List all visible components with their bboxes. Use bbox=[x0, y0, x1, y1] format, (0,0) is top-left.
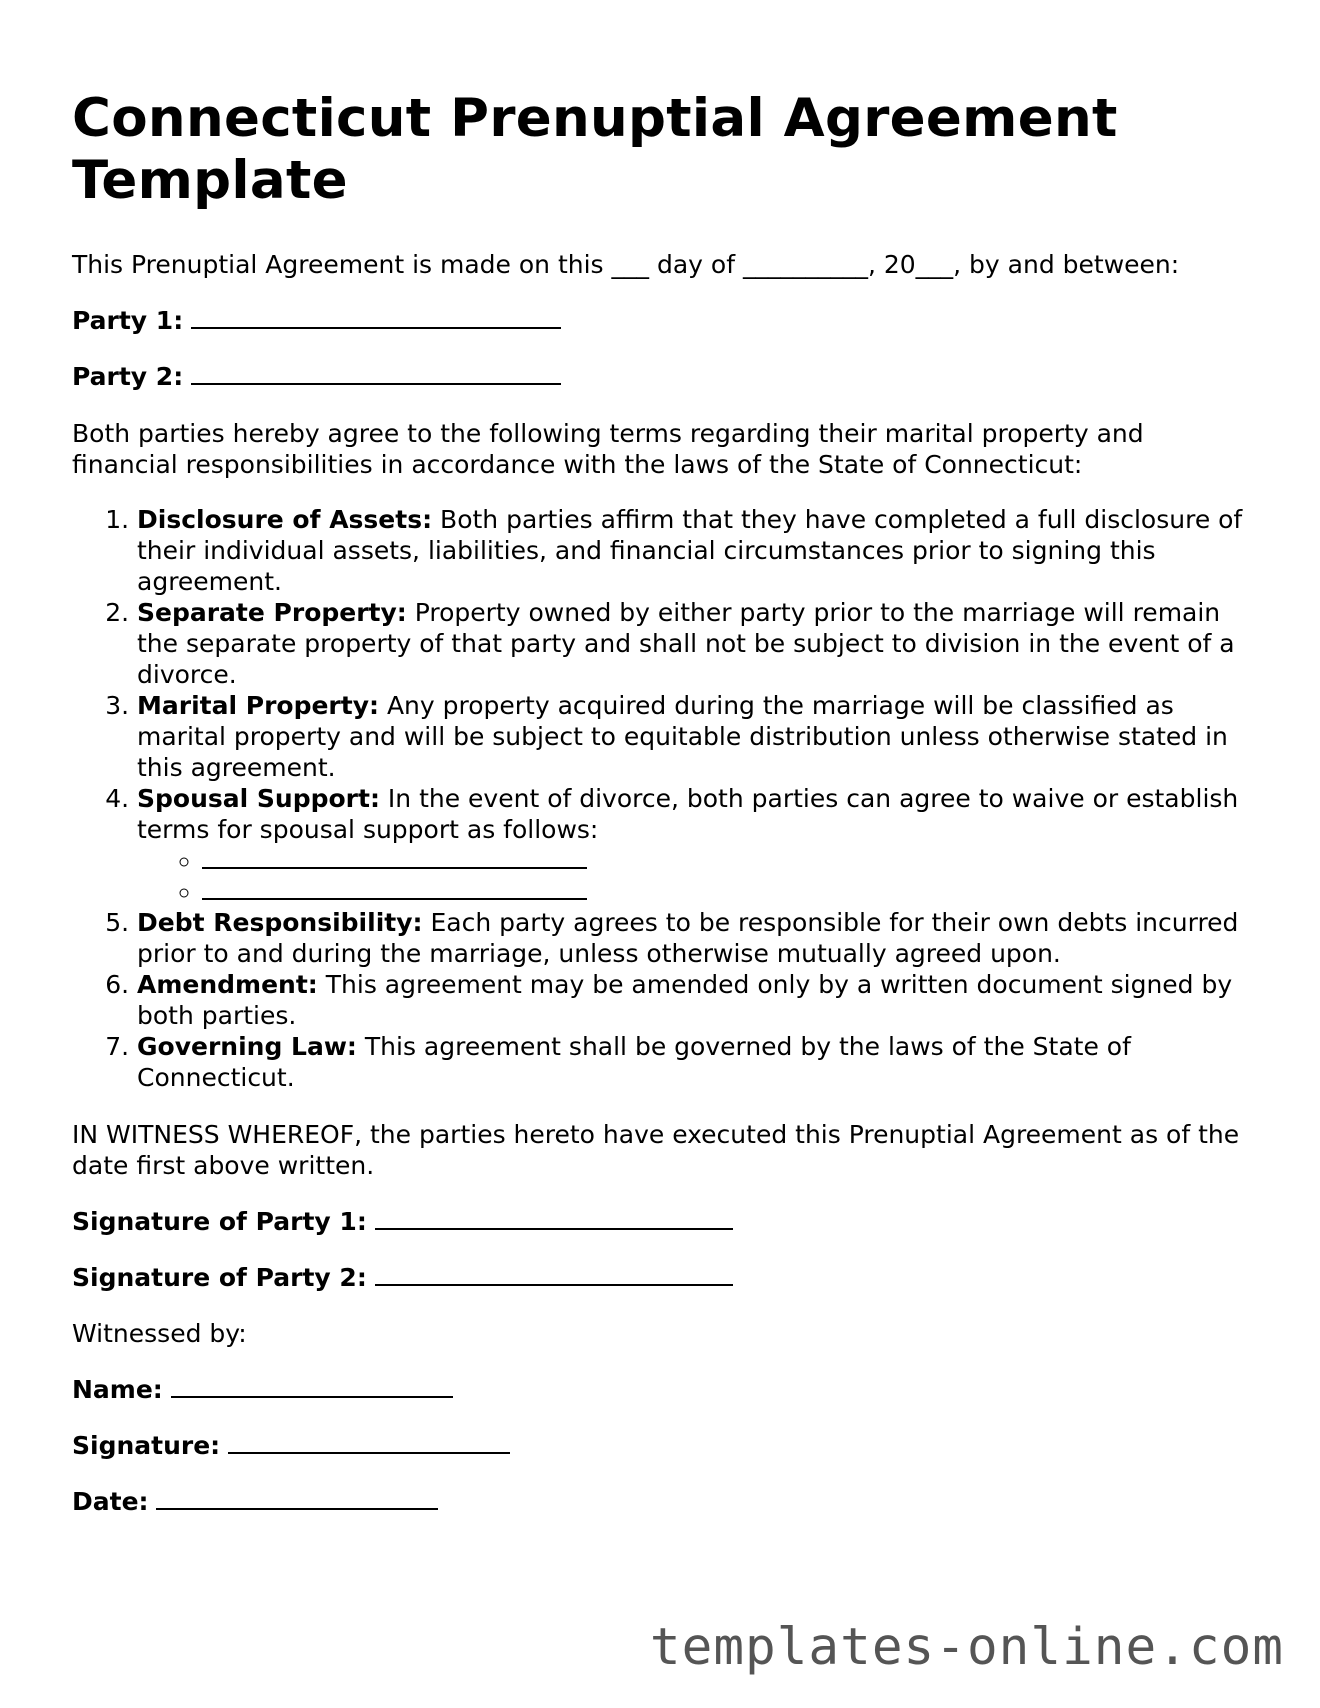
terms-list bbox=[72, 504, 1252, 1093]
terms-intro-paragraph: Both parties hereby agree to the following terms regarding their marital property and financial responsibilities in accordance with the laws of the State of Connecticut: bbox=[72, 419, 1144, 479]
spousal-support-blank-1[interactable] bbox=[202, 845, 587, 869]
spousal-support-blank-item bbox=[202, 876, 1252, 907]
witness-name-blank[interactable] bbox=[171, 1374, 453, 1398]
term-text: Each party agrees to be responsible for their own debts incurred prior to and during the marriage, unless otherwise mutually agreed upon. bbox=[137, 908, 1239, 968]
signature-party-2-line bbox=[72, 1262, 1252, 1293]
term-text: This agreement shall be governed by the laws of the State of Connecticut. bbox=[137, 1032, 1131, 1092]
witness-signature-label: Signature: bbox=[72, 1431, 221, 1460]
signature-party-2-blank[interactable] bbox=[375, 1262, 733, 1286]
witness-name-line bbox=[72, 1374, 1252, 1405]
signature-party-2-label: Signature of Party 2: bbox=[72, 1263, 367, 1292]
term-text: Both parties affirm that they have completed a full disclosure of their individual assets, liabilities, and financial circumstances prior to signing this agreement. bbox=[137, 505, 1243, 596]
term-item bbox=[137, 969, 1252, 1031]
witness-date-label: Date: bbox=[72, 1487, 149, 1516]
term-heading: Governing Law: bbox=[137, 1032, 357, 1061]
term-item bbox=[137, 783, 1252, 907]
term-text: This agreement may be amended only by a written document signed by both parties. bbox=[137, 970, 1233, 1030]
watermark: templates-online.com bbox=[649, 1618, 1284, 1677]
witness-name-label: Name: bbox=[72, 1375, 163, 1404]
term-heading: Spousal Support: bbox=[137, 784, 380, 813]
party-2-line bbox=[72, 361, 1252, 392]
spousal-support-blanks bbox=[137, 845, 1252, 907]
term-text: In the event of divorce, both parties can agree to waive or establish terms for spousal support as follows: bbox=[137, 784, 1239, 844]
document-title: Connecticut Prenuptial Agreement Template bbox=[72, 88, 1118, 211]
signature-party-1-line bbox=[72, 1206, 1252, 1237]
witness-date-line bbox=[72, 1486, 1252, 1517]
party-1-line bbox=[72, 305, 1252, 336]
intro-paragraph: This Prenuptial Agreement is made on this ___ day of __________, 20___, by and between: bbox=[72, 250, 1180, 279]
term-item bbox=[137, 1031, 1252, 1093]
party-1-blank[interactable] bbox=[191, 305, 561, 329]
term-item bbox=[137, 690, 1252, 783]
party-2-blank[interactable] bbox=[191, 361, 561, 385]
signature-party-1-blank[interactable] bbox=[375, 1206, 733, 1230]
witness-statement: IN WITNESS WHEREOF, the parties hereto have executed this Prenuptial Agreement as of the date first above written. bbox=[72, 1120, 1240, 1180]
spousal-support-blank-item bbox=[202, 845, 1252, 876]
witnessed-by-label: Witnessed by: bbox=[72, 1319, 247, 1348]
term-text: Property owned by either party prior to the marriage will remain the separate property of that party and shall not be subject to division in the event of a divorce. bbox=[137, 598, 1235, 689]
term-heading: Marital Property: bbox=[137, 691, 379, 720]
witness-date-blank[interactable] bbox=[156, 1486, 438, 1510]
document-page bbox=[72, 88, 1252, 1517]
term-heading: Amendment: bbox=[137, 970, 318, 999]
party-2-label: Party 2: bbox=[72, 362, 184, 391]
party-1-label: Party 1: bbox=[72, 306, 184, 335]
witness-signature-blank[interactable] bbox=[228, 1430, 510, 1454]
term-heading: Debt Responsibility: bbox=[137, 908, 423, 937]
term-item bbox=[137, 504, 1252, 597]
term-item bbox=[137, 597, 1252, 690]
witness-signature-line bbox=[72, 1430, 1252, 1461]
term-heading: Separate Property: bbox=[137, 598, 407, 627]
term-item bbox=[137, 907, 1252, 969]
term-heading: Disclosure of Assets: bbox=[137, 505, 433, 534]
spousal-support-blank-2[interactable] bbox=[202, 876, 587, 900]
signature-party-1-label: Signature of Party 1: bbox=[72, 1207, 367, 1236]
term-text: Any property acquired during the marriage will be classified as marital property and will be subject to equitable distribution unless otherwise stated in this agreement. bbox=[137, 691, 1228, 782]
